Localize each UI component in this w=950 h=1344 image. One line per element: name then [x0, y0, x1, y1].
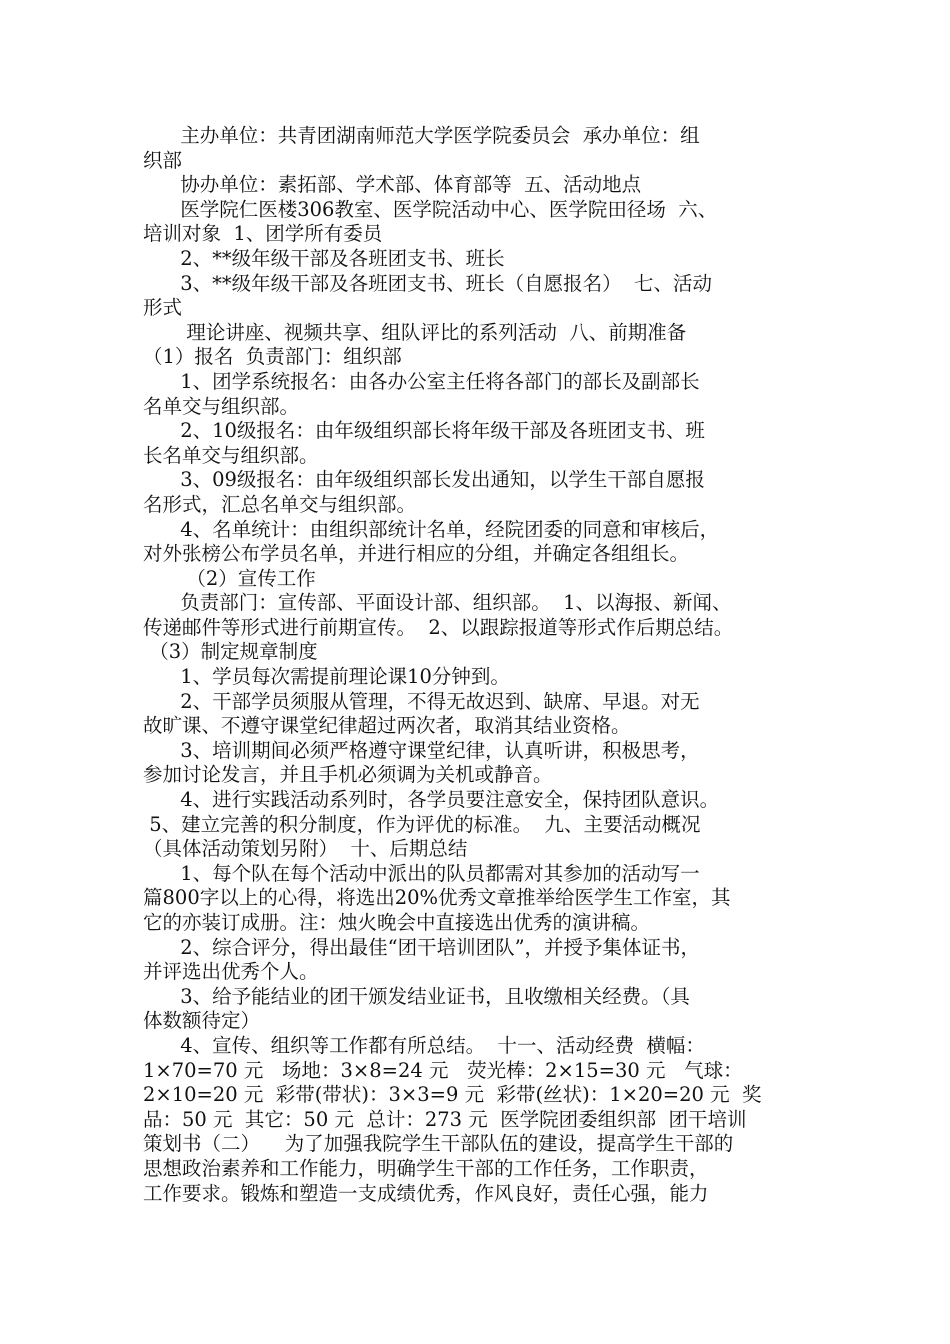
text-line: 2、干部学员须服从管理，不得无故迟到、缺席、早退。对无 [143, 689, 700, 713]
text-line: 它的亦装订成册。注：烛火晚会中直接选出优秀的演讲稿。 [143, 911, 651, 934]
text-line: 4、宣传、组织等工作都有所总结。 十一、活动经费 横幅： [143, 1033, 705, 1057]
text-line: （2）宣传工作 [143, 566, 316, 590]
text-line: 名单交与组织部。 [143, 394, 300, 418]
text-line: 2×10=20 元 彩带(带状)：3×3=9 元 彩带(丝状)：1×20=20 元 奖 [143, 1083, 762, 1107]
text-line: 4、进行实践活动系列时，各学员要注意安全，保持团队意识。 [143, 788, 720, 812]
text-line: 3、给予能结业的团干颁发结业证书，且收缴相关经费。（具 [143, 984, 690, 1008]
document-body [143, 124, 813, 1206]
text-line: 并评选出优秀个人。 [143, 960, 319, 984]
text-line: 3、09级报名：由年级组织部长发出通知，以学生干部自愿报 [143, 468, 705, 492]
text-line: 策划书（二） 为了加强我院学生干部队伍的建设，提高学生干部的 [143, 1132, 734, 1156]
text-line: 2、综合评分，得出最佳“团干培训团队”，并授予集体证书， [143, 935, 701, 959]
text-line: 主办单位：共青团湖南师范大学医学院委员会 承办单位：组 [143, 124, 700, 147]
text-line: 形式 [143, 296, 183, 320]
text-line: 参加讨论发言，并且手机必须调为关机或静音。 [143, 763, 553, 787]
text-line: 2、10级报名：由年级组织部长将年级干部及各班团支书、班 [143, 419, 705, 443]
text-line: 协办单位：素拓部、学术部、体育部等 五、活动地点 [143, 173, 642, 197]
text-line: 篇800字以上的心得，将选出20%优秀文章推举给医学生工作室，其 [143, 886, 731, 910]
text-line: 1、每个队在每个活动中派出的队员都需对其参加的活动写一 [143, 861, 700, 885]
text-line: 5、建立完善的积分制度，作为评优的标准。 九、主要活动概况 [143, 812, 701, 836]
text-line: 名形式，汇总名单交与组织部。 [143, 492, 417, 516]
text-line: 工作要求。锻炼和塑造一支成绩优秀，作风良好，责任心强，能力 [143, 1181, 709, 1205]
text-line: 对外张榜公布学员名单，并进行相应的分组，并确定各组组长。 [143, 542, 690, 566]
text-line: （具体活动策划另附） 十、后期总结 [143, 837, 468, 861]
text-line: 故旷课、不遵守课堂纪律超过两次者，取消其结业资格。 [143, 714, 631, 738]
text-line: 长名单交与组织部。 [143, 443, 319, 467]
text-line: 1、学员每次需提前理论课10分钟到。 [143, 665, 510, 689]
text-line: 医学院仁医楼306教室、医学院活动中心、医学院田径场 六、 [143, 197, 718, 221]
text-line: 体数额待定） [143, 1009, 261, 1033]
text-line: （1）报名 负责部门：组织部 [143, 345, 402, 369]
text-line: 1、团学系统报名：由各办公室主任将各部门的部长及副部长 [143, 369, 700, 393]
text-line: 织部 [143, 148, 183, 172]
text-line: 品：50 元 其它：50 元 总计：273 元 医学院团委组织部 团干培训 [143, 1107, 747, 1131]
text-line: 思想政治素养和工作能力，明确学生干部的工作任务，工作职责， [143, 1156, 709, 1180]
text-line: 3、培训期间必须严格遵守课堂纪律，认真听讲，积极思考， [143, 738, 700, 762]
text-line: 4、名单统计：由组织部统计名单，经院团委的同意和审核后， [143, 517, 720, 541]
text-line: 2、**级年级干部及各班团支书、班长 [143, 246, 505, 270]
text-line: 传递邮件等形式进行前期宣传。 2、以跟踪报道等形式作后期总结。 [143, 615, 734, 639]
text-line: 理论讲座、视频共享、组队评比的系列活动 八、前期准备 [143, 320, 687, 344]
text-line: 培训对象 1、团学所有委员 [143, 222, 383, 246]
text-line: （3）制定规章制度 [143, 640, 318, 664]
text-line: 负责部门：宣传部、平面设计部、组织部。 1、以海报、新闻、 [143, 591, 732, 615]
text-line: 3、**级年级干部及各班团支书、班长（自愿报名） 七、活动 [143, 271, 712, 295]
text-line: 1×70=70 元 场地：3×8=24 元 荧光棒：2×15=30 元 气球： [143, 1058, 743, 1082]
